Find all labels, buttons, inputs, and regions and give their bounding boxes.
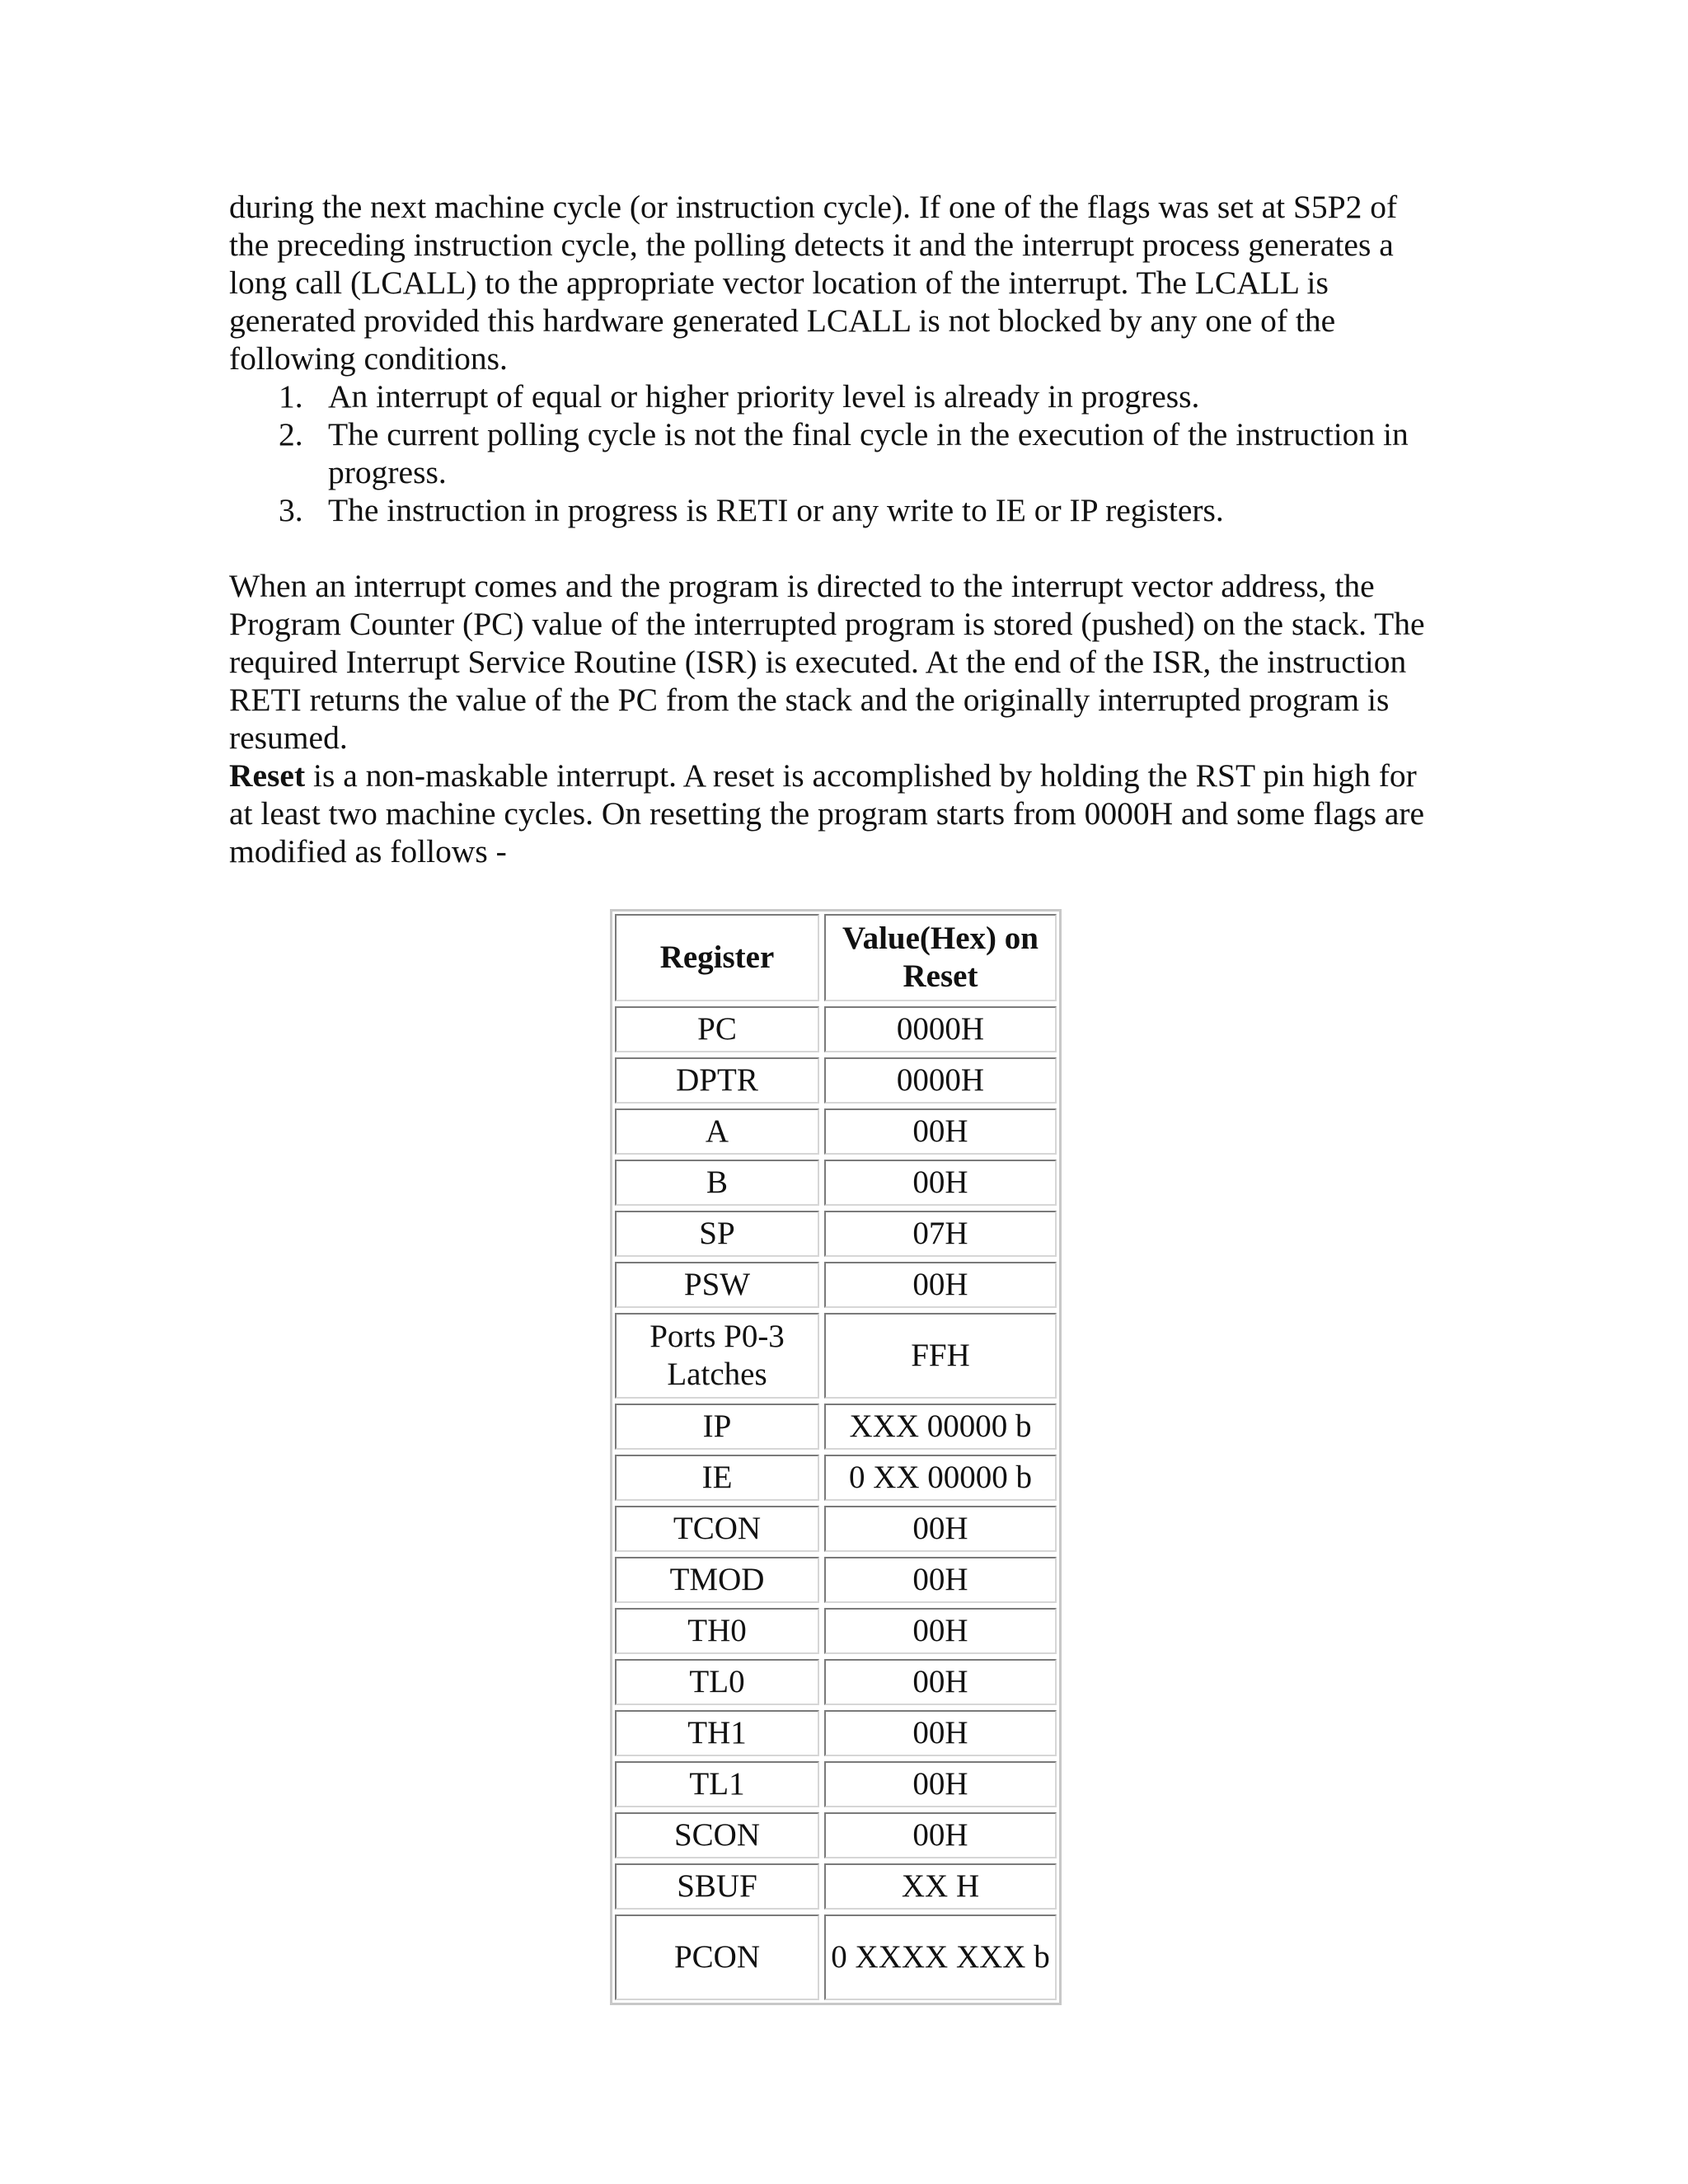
reset-value-cell: 00H <box>824 1608 1057 1654</box>
list-item-text: An interrupt of equal or higher priority level is already in progress. <box>328 378 1200 415</box>
reset-value-cell: XX H <box>824 1863 1057 1910</box>
reset-value-cell: 00H <box>824 1761 1057 1807</box>
table-row <box>615 1404 1057 1450</box>
blocking-conditions-list <box>229 377 1465 529</box>
reset-term: Reset <box>229 757 306 794</box>
list-item-text: The instruction in progress is RETI or any write to IE or IP registers. <box>328 492 1224 528</box>
reset-value-cell: 0000H <box>824 1057 1057 1104</box>
paragraph-isr-execution <box>229 567 1465 757</box>
list-item <box>229 491 1465 529</box>
reset-value-cell: 00H <box>824 1262 1057 1308</box>
reset-values-table-frame <box>610 909 1062 2005</box>
register-cell: TCON <box>615 1506 819 1552</box>
reset-value-cell: 0 XXXX XXX b <box>824 1915 1057 2000</box>
register-cell: SBUF <box>615 1863 819 1910</box>
register-cell: TH1 <box>615 1710 819 1756</box>
register-cell: TMOD <box>615 1557 819 1603</box>
register-cell: TL0 <box>615 1659 819 1705</box>
text-line: modified as follows - <box>229 833 507 869</box>
table-row <box>615 1108 1057 1155</box>
column-header-register: Register <box>615 914 819 1001</box>
table-row <box>615 1710 1057 1756</box>
reset-value-cell: 00H <box>824 1160 1057 1206</box>
reset-value-cell: 07H <box>824 1211 1057 1257</box>
reset-values-table <box>610 909 1062 2005</box>
paragraph-interrupt-polling <box>229 188 1465 377</box>
register-cell: TH0 <box>615 1608 819 1654</box>
column-header-value: Value(Hex) on Reset <box>824 914 1057 1001</box>
text-line: the preceding instruction cycle, the polling detects it and the interrupt process generates a <box>229 227 1394 263</box>
reset-value-cell: 0 XX 00000 b <box>824 1455 1057 1501</box>
register-cell: SP <box>615 1211 819 1257</box>
table-row <box>615 1455 1057 1501</box>
spacer <box>229 529 1465 567</box>
register-cell: B <box>615 1160 819 1206</box>
list-item <box>229 377 1465 415</box>
reset-value-cell: XXX 00000 b <box>824 1404 1057 1450</box>
table-header-row <box>615 914 1057 1001</box>
text-line: RETI returns the value of the PC from the stack and the originally interrupted program is <box>229 682 1390 718</box>
table-row <box>615 1812 1057 1858</box>
reset-value-cell: 00H <box>824 1710 1057 1756</box>
table-row <box>615 1915 1057 2000</box>
table-row <box>615 1557 1057 1603</box>
table-row <box>615 1313 1057 1399</box>
reset-value-cell: FFH <box>824 1313 1057 1399</box>
list-number: 3. <box>279 492 303 528</box>
list-number: 2. <box>279 416 303 452</box>
table-row <box>615 1211 1057 1257</box>
text-line: long call (LCALL) to the appropriate vector location of the interrupt. The LCALL is <box>229 265 1329 301</box>
register-cell: IE <box>615 1455 819 1501</box>
reset-value-cell: 0000H <box>824 1006 1057 1052</box>
reset-value-cell: 00H <box>824 1506 1057 1552</box>
reset-text: is a non-maskable interrupt. A reset is accomplished by holding the RST pin high for <box>305 757 1417 794</box>
text-line: following conditions. <box>229 340 508 377</box>
reset-value-cell: 00H <box>824 1557 1057 1603</box>
list-number: 1. <box>279 378 303 415</box>
reset-value-cell: 00H <box>824 1659 1057 1705</box>
list-item-text: The current polling cycle is not the final cycle in the execution of the instruction in progress. <box>328 416 1409 490</box>
register-cell: PC <box>615 1006 819 1052</box>
text-line: generated provided this hardware generated LCALL is not blocked by any one of the <box>229 302 1336 339</box>
table-row <box>615 1006 1057 1052</box>
table-row <box>615 1863 1057 1910</box>
table-row <box>615 1608 1057 1654</box>
register-cell: PCON <box>615 1915 819 2000</box>
table-row <box>615 1262 1057 1308</box>
table-row <box>615 1761 1057 1807</box>
table-row <box>615 1057 1057 1104</box>
text-line: When an interrupt comes and the program is directed to the interrupt vector address, the <box>229 568 1375 604</box>
register-cell: A <box>615 1108 819 1155</box>
text-line: Program Counter (PC) value of the interrupted program is stored (pushed) on the stack. The <box>229 606 1425 642</box>
reset-value-cell: 00H <box>824 1812 1057 1858</box>
register-cell: TL1 <box>615 1761 819 1807</box>
register-cell: DPTR <box>615 1057 819 1104</box>
document-page <box>229 188 1465 870</box>
register-cell: SCON <box>615 1812 819 1858</box>
text-line: at least two machine cycles. On resetting the program starts from 0000H and some flags are <box>229 795 1425 832</box>
text-line: required Interrupt Service Routine (ISR) is executed. At the end of the ISR, the instruction <box>229 644 1407 680</box>
table-row <box>615 1659 1057 1705</box>
table-body <box>615 1006 1057 2000</box>
register-cell: IP <box>615 1404 819 1450</box>
table-row <box>615 1506 1057 1552</box>
list-item <box>229 415 1465 491</box>
table-row <box>615 1160 1057 1206</box>
register-cell: PSW <box>615 1262 819 1308</box>
text-line: resumed. <box>229 719 348 756</box>
text-line: during the next machine cycle (or instruction cycle). If one of the flags was set at S5P2 of <box>229 189 1398 225</box>
text-line <box>229 757 1465 794</box>
reset-value-cell: 00H <box>824 1108 1057 1155</box>
register-cell: Ports P0-3 Latches <box>615 1313 819 1399</box>
paragraph-reset <box>229 757 1465 870</box>
